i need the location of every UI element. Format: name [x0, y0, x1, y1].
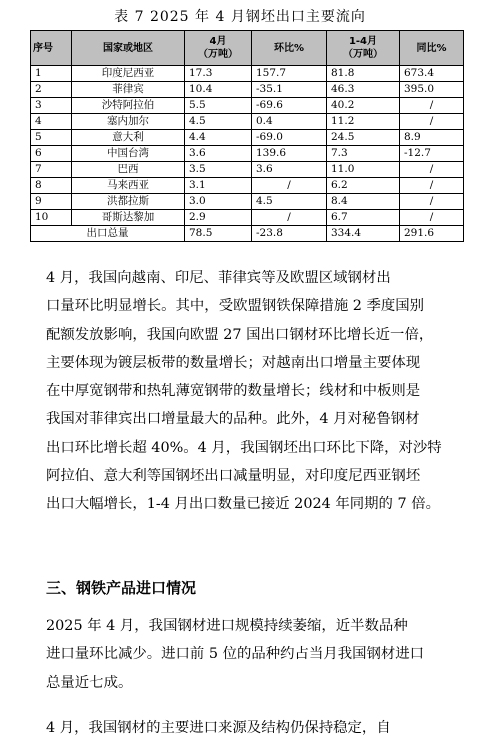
- cell-yoy: /: [400, 114, 464, 130]
- header-ytd: [327, 31, 400, 66]
- cell-yoy: 673.4: [400, 66, 464, 82]
- paragraph-line: 4 月，我国向越南、印尼、菲律宾等及欧盟区域钢材出: [46, 270, 391, 286]
- cell-country: 沙特阿拉伯: [72, 98, 185, 114]
- cell-mom: /: [252, 210, 327, 226]
- cell-index: 6: [31, 146, 72, 162]
- cell-ytd: 6.2: [327, 178, 400, 194]
- cell-april: 3.5: [185, 162, 252, 178]
- cell-total-yoy: 291.6: [400, 226, 464, 242]
- cell-country: 马来西亚: [72, 178, 185, 194]
- cell-index: 5: [31, 130, 72, 146]
- cell-yoy: 8.9: [400, 130, 464, 146]
- cell-total-mom: -23.8: [252, 226, 327, 242]
- cell-country: 哥斯达黎加: [72, 210, 185, 226]
- table-row: [31, 162, 464, 178]
- cell-country: 巴西: [72, 162, 185, 178]
- paragraph-export-analysis: [46, 264, 466, 519]
- table-total-row: [31, 226, 464, 242]
- paragraph-line: 4 月，我国钢材的主要进口来源及结构仍保持稳定，自: [46, 720, 391, 736]
- table-row: [31, 98, 464, 114]
- cell-country: 洪都拉斯: [72, 194, 185, 210]
- cell-country: 菲律宾: [72, 82, 185, 98]
- cell-country: 印度尼西亚: [72, 66, 185, 82]
- cell-yoy: /: [400, 178, 464, 194]
- cell-mom: /: [252, 178, 327, 194]
- cell-ytd: 81.8: [327, 66, 400, 82]
- table-row: [31, 66, 464, 82]
- header-index: 序号: [31, 31, 72, 66]
- header-country: 国家或地区: [72, 31, 185, 66]
- paragraph-line: 出口环比增长超 40%。4 月，我国钢坯出口环比下降，对沙特: [46, 439, 442, 456]
- cell-country: 中国台湾: [72, 146, 185, 162]
- cell-mom: 139.6: [252, 146, 327, 162]
- cell-country: 意大利: [72, 130, 185, 146]
- cell-mom: -35.1: [252, 82, 327, 98]
- cell-country: 塞内加尔: [72, 114, 185, 130]
- cell-index: 1: [31, 66, 72, 82]
- cell-ytd: 11.0: [327, 162, 400, 178]
- cell-april: 3.1: [185, 178, 252, 194]
- cell-mom: -69.0: [252, 130, 327, 146]
- cell-april: 4.4: [185, 130, 252, 146]
- table-row: [31, 194, 464, 210]
- cell-april: 3.6: [185, 146, 252, 162]
- header-mom: 环比%: [252, 31, 327, 66]
- cell-index: 9: [31, 194, 72, 210]
- cell-ytd: 40.2: [327, 98, 400, 114]
- table-body: [31, 66, 464, 242]
- header-april-line2: （万吨）: [198, 49, 238, 60]
- cell-mom: -69.6: [252, 98, 327, 114]
- cell-april: 5.5: [185, 98, 252, 114]
- cell-yoy: 395.0: [400, 82, 464, 98]
- cell-april: 3.0: [185, 194, 252, 210]
- cell-mom: 4.5: [252, 194, 327, 210]
- cell-index: 8: [31, 178, 72, 194]
- cell-mom: 3.6: [252, 162, 327, 178]
- paragraph-import-sources: [46, 714, 466, 742]
- cell-index: 10: [31, 210, 72, 226]
- cell-april: 17.3: [185, 66, 252, 82]
- cell-mom: 0.4: [252, 114, 327, 130]
- cell-ytd: 11.2: [327, 114, 400, 130]
- cell-total-april: 78.5: [185, 226, 252, 242]
- paragraph-import-overview: [46, 612, 466, 697]
- cell-index: 2: [31, 82, 72, 98]
- cell-ytd: 24.5: [327, 130, 400, 146]
- table-row: [31, 210, 464, 226]
- header-ytd-line1: 1-4月: [348, 36, 378, 47]
- export-destination-table: [30, 30, 464, 242]
- cell-total-ytd: 334.4: [327, 226, 400, 242]
- cell-ytd: 7.3: [327, 146, 400, 162]
- header-april: [185, 31, 252, 66]
- cell-ytd: 6.7: [327, 210, 400, 226]
- cell-april: 2.9: [185, 210, 252, 226]
- table-row: [31, 178, 464, 194]
- cell-yoy: /: [400, 98, 464, 114]
- cell-yoy: -12.7: [400, 146, 464, 162]
- table-caption: 表 7 2025 年 4 月钢坯出口主要流向: [114, 9, 366, 25]
- paragraph-line: 出口大幅增长，1-4 月出口数量已接近 2024 年同期的 7 倍。: [46, 496, 441, 513]
- cell-total-label: 出口总量: [31, 226, 185, 242]
- cell-yoy: /: [400, 162, 464, 178]
- cell-index: 7: [31, 162, 72, 178]
- paragraph-line: 总量近七成。: [46, 674, 133, 691]
- paragraph-line: 阿拉伯、意大利等国钢坯出口减量明显，对印度尼西亚钢坯: [46, 468, 421, 485]
- cell-index: 4: [31, 114, 72, 130]
- paragraph-line: 口量环比明显增长。其中，受欧盟钢铁保障措施 2 季度国别: [46, 298, 425, 315]
- cell-mom: 157.7: [252, 66, 327, 82]
- paragraph-line: 2025 年 4 月，我国钢材进口规模持续萎缩，近半数品种: [46, 618, 408, 634]
- table-row: [31, 146, 464, 162]
- paragraph-line: 配额发放影响，我国向欧盟 27 国出口钢材环比增长近一倍，: [46, 326, 434, 343]
- paragraph-line: 在中厚宽钢带和热轧薄宽钢带的数量增长；线材和中板则是: [46, 383, 421, 400]
- header-ytd-line2: （万吨）: [343, 49, 383, 60]
- table-row: [31, 130, 464, 146]
- cell-april: 10.4: [185, 82, 252, 98]
- header-april-line1: 4月: [209, 36, 227, 47]
- table-header-row: [31, 31, 464, 66]
- section-heading: 三、钢铁产品进口情况: [46, 579, 197, 597]
- cell-ytd: 46.3: [327, 82, 400, 98]
- cell-yoy: /: [400, 210, 464, 226]
- cell-yoy: /: [400, 194, 464, 210]
- table-row: [31, 82, 464, 98]
- paragraph-line: 我国对菲律宾出口增量最大的品种。此外，4 月对秘鲁钢材: [46, 411, 420, 428]
- table-row: [31, 114, 464, 130]
- header-yoy: 同比%: [400, 31, 464, 66]
- paragraph-line: 主要体现为镀层板带的数量增长；对越南出口增量主要体现: [46, 354, 421, 371]
- cell-ytd: 8.4: [327, 194, 400, 210]
- paragraph-line: 进口量环比减少。进口前 5 位的品种约占当月我国钢材进口: [46, 646, 425, 663]
- cell-april: 4.5: [185, 114, 252, 130]
- cell-index: 3: [31, 98, 72, 114]
